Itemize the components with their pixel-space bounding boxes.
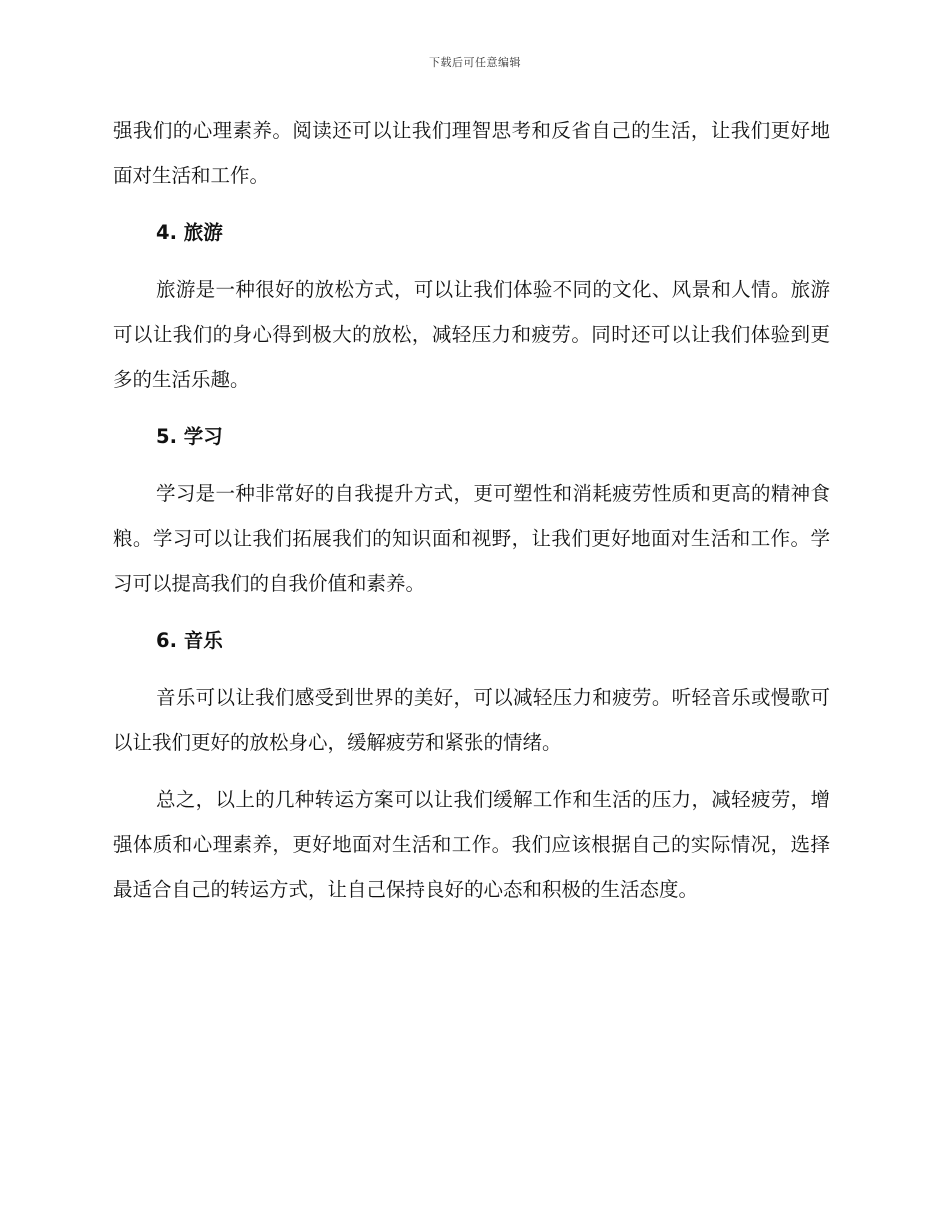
conclusion-paragraph: 总之，以上的几种转运方案可以让我们缓解工作和生活的压力，减轻疲劳，增强体质和心理素养，更好地面对生活和工作。我们应该根据自己的实际情况，选择最适合自己的转运方式，让自己保持良好的心态和积极的生活态度。 [113,788,830,901]
intro-continuation-paragraph: 强我们的心理素养。阅读还可以让我们理智思考和反省自己的生活，让我们更好地面对生活和工作。 [113,119,830,187]
section-body-travel: 旅游是一种很好的放松方式，可以让我们体验不同的文化、风景和人情。旅游可以让我们的身心得到极大的放松，减轻压力和疲劳。同时还可以让我们体验到更多的生活乐趣。 [113,278,830,391]
section-heading-travel: 4. 旅游 [156,221,223,244]
page-header: 下载后可任意编辑 [429,56,521,69]
section-heading-study: 5. 学习 [156,425,223,448]
section-body-study: 学习是一种非常好的自我提升方式，更可塑性和消耗疲劳性质和更高的精神食粮。学习可以让我们拓展我们的知识面和视野，让我们更好地面对生活和工作。学习可以提高我们的自我价值和素养。 [113,482,830,595]
section-body-music: 音乐可以让我们感受到世界的美好，可以减轻压力和疲劳。听轻音乐或慢歌可以让我们更好的放松身心，缓解疲劳和紧张的情绪。 [113,686,830,754]
section-heading-music: 6. 音乐 [156,629,223,652]
document-body [113,108,830,924]
